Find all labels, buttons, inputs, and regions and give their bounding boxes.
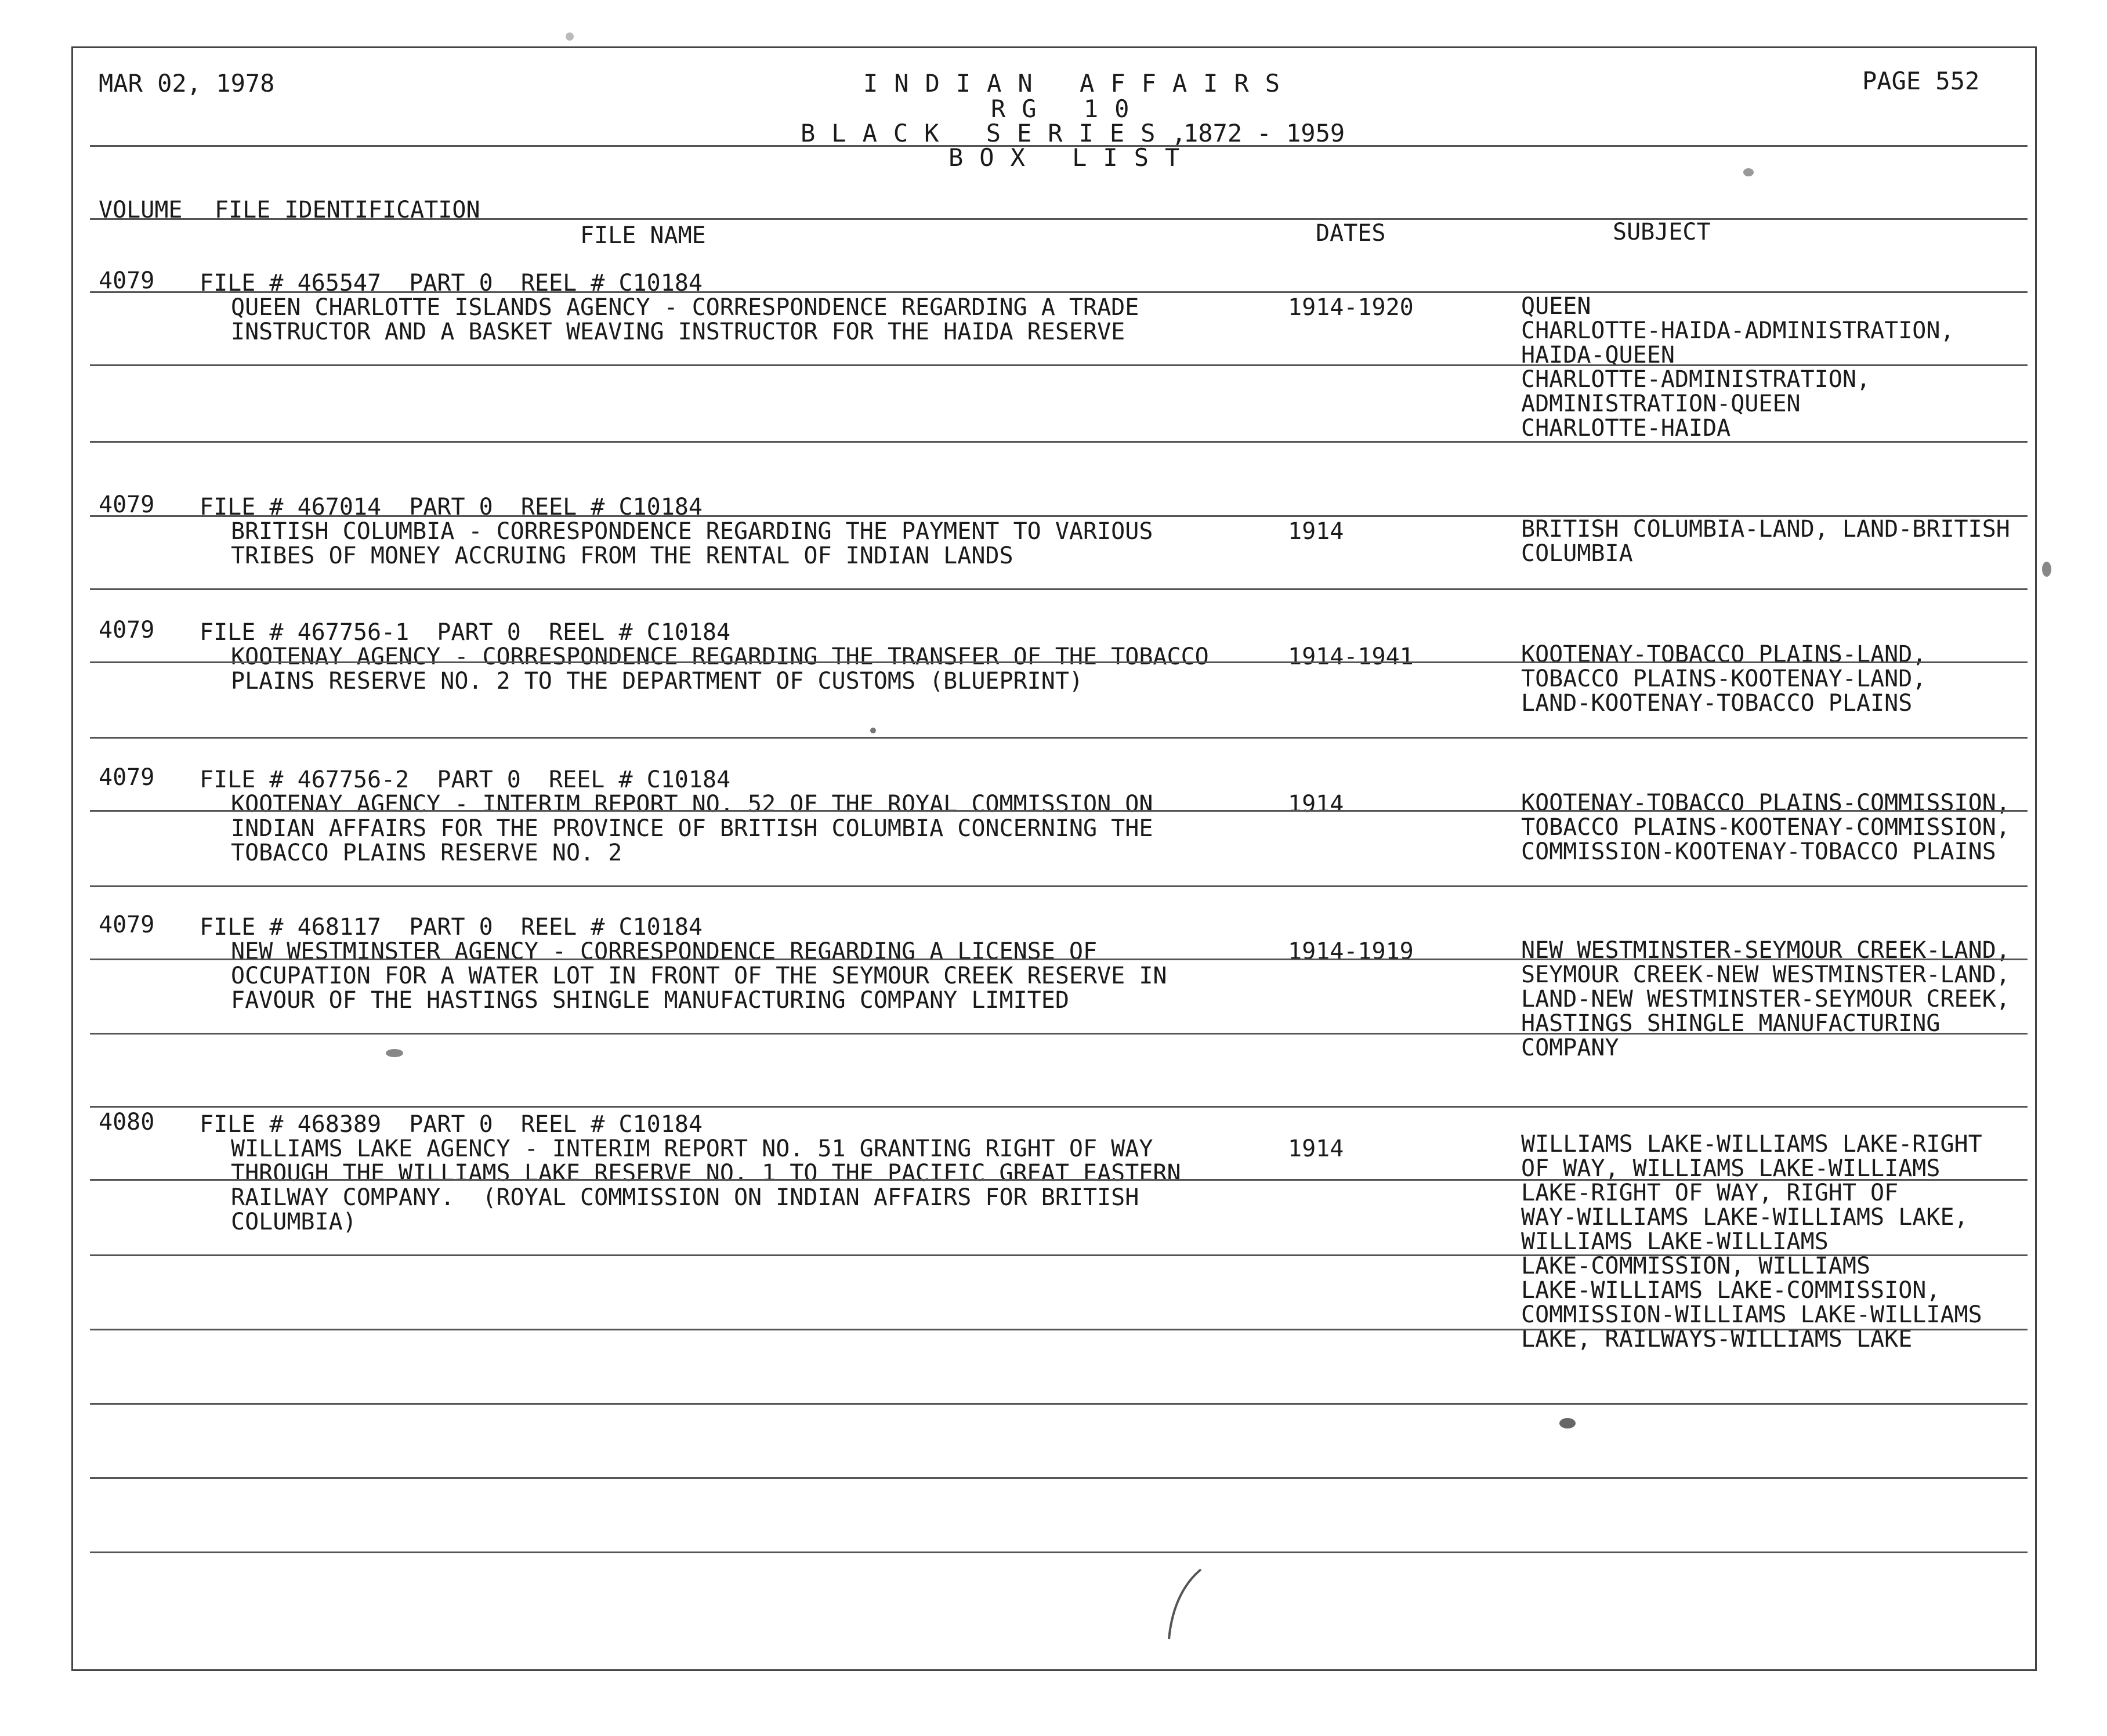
- entry-name-line: FAVOUR OF THE HASTINGS SHINGLE MANUFACTURING COMPANY LIMITED: [231, 987, 1069, 1014]
- row-rule: [90, 441, 2028, 443]
- entry-subject-line: LAND-NEW WESTMINSTER-SEYMOUR CREEK,: [1521, 986, 2010, 1012]
- entry-subject-line: WAY-WILLIAMS LAKE-WILLIAMS LAKE,: [1521, 1204, 1968, 1231]
- row-rule: [90, 885, 2028, 887]
- entry-file-line: FILE # 465547 PART 0 REEL # C10184: [200, 270, 703, 296]
- entry-subject-line: ADMINISTRATION-QUEEN: [1521, 390, 1801, 417]
- entry-subject-line: HASTINGS SHINGLE MANUFACTURING: [1521, 1010, 1941, 1037]
- entry-dates: 1914: [1288, 1135, 1344, 1162]
- entry-name-line: KOOTENAY AGENCY - INTERIM REPORT NO. 52 OF THE ROYAL COMMISSION ON: [231, 791, 1153, 818]
- entry-name-line: RAILWAY COMPANY. (ROYAL COMMISSION ON INDIAN AFFAIRS FOR BRITISH: [231, 1184, 1139, 1211]
- entry-subject-line: CHARLOTTE-HAIDA: [1521, 415, 1731, 442]
- pen-mark: [1160, 1567, 1207, 1642]
- entry-dates: 1914-1920: [1288, 294, 1414, 321]
- entry-volume: 4080: [99, 1109, 155, 1135]
- entry-dates: 1914-1941: [1288, 643, 1414, 670]
- record-group: RG 10: [991, 95, 1146, 123]
- entry-subject-line: WILLIAMS LAKE-WILLIAMS LAKE-RIGHT: [1521, 1131, 1982, 1158]
- entry-subject-line: COMMISSION-WILLIAMS LAKE-WILLIAMS: [1521, 1301, 1982, 1328]
- entry-name-line: INSTRUCTOR AND A BASKET WEAVING INSTRUCTOR FOR THE HAIDA RESERVE: [231, 319, 1125, 345]
- entry-name-line: QUEEN CHARLOTTE ISLANDS AGENCY - CORRESPONDENCE REGARDING A TRADE: [231, 294, 1139, 321]
- row-rule: [90, 1033, 2028, 1035]
- entry-subject-line: KOOTENAY-TOBACCO PLAINS-COMMISSION,: [1521, 790, 2010, 816]
- row-rule: [90, 515, 2028, 517]
- row-rule: [90, 291, 2028, 293]
- entry-subject-line: TOBACCO PLAINS-KOOTENAY-COMMISSION,: [1521, 814, 2010, 841]
- report-title: INDIAN AFFAIRS: [863, 69, 1297, 97]
- row-rule: [90, 364, 2028, 366]
- entry-file-line: FILE # 468389 PART 0 REEL # C10184: [200, 1111, 703, 1138]
- entry-subject-line: LAKE-RIGHT OF WAY, RIGHT OF: [1521, 1180, 1899, 1206]
- row-rule: [90, 959, 2028, 960]
- entry-subject-line: WILLIAMS LAKE-WILLIAMS: [1521, 1228, 1829, 1255]
- entry-volume: 4079: [99, 912, 155, 938]
- entry-subject-line: LAKE, RAILWAYS-WILLIAMS LAKE: [1521, 1326, 1913, 1352]
- entry-subject-line: BRITISH COLUMBIA-LAND, LAND-BRITISH: [1521, 516, 2010, 542]
- entry-subject-line: COMMISSION-KOOTENAY-TOBACCO PLAINS: [1521, 838, 1996, 865]
- entry-subject-line: CHARLOTTE-HAIDA-ADMINISTRATION,: [1521, 317, 1954, 344]
- row-rule: [90, 1179, 2028, 1181]
- column-subject: SUBJECT: [1613, 219, 1711, 245]
- scan-speck: [1743, 168, 1754, 176]
- entry-dates: 1914: [1288, 518, 1344, 545]
- entry-volume: 4079: [99, 617, 155, 643]
- entry-volume: 4079: [99, 267, 155, 294]
- entry-name-line: NEW WESTMINSTER AGENCY - CORRESPONDENCE REGARDING A LICENSE OF: [231, 938, 1098, 965]
- entry-subject-line: COLUMBIA: [1521, 540, 1633, 567]
- entry-file-line: FILE # 467756-2 PART 0 REEL # C10184: [200, 766, 731, 793]
- entry-subject-line: COMPANY: [1521, 1035, 1619, 1061]
- entry-name-line: OCCUPATION FOR A WATER LOT IN FRONT OF THE SEYMOUR CREEK RESERVE IN: [231, 963, 1167, 989]
- row-rule: [90, 1403, 2028, 1405]
- list-type: BOX LIST: [948, 143, 1196, 172]
- entry-subject-line: LAND-KOOTENAY-TOBACCO PLAINS: [1521, 690, 1913, 717]
- series-years: 1872 - 1959: [1183, 119, 1345, 147]
- row-rule: [90, 1551, 2028, 1553]
- column-dates: DATES: [1316, 220, 1386, 247]
- entry-file-line: FILE # 468117 PART 0 REEL # C10184: [200, 914, 703, 941]
- row-rule: [90, 1329, 2028, 1330]
- entry-name-line: TOBACCO PLAINS RESERVE NO. 2: [231, 840, 622, 866]
- entry-subject-line: NEW WESTMINSTER-SEYMOUR CREEK-LAND,: [1521, 937, 2010, 964]
- entry-name-line: TRIBES OF MONEY ACCRUING FROM THE RENTAL OF INDIAN LANDS: [231, 542, 1013, 569]
- header-rule: [90, 145, 2028, 147]
- entry-subject-line: LAKE-COMMISSION, WILLIAMS: [1521, 1253, 1871, 1279]
- entry-name-line: BRITISH COLUMBIA - CORRESPONDENCE REGARDING THE PAYMENT TO VARIOUS: [231, 518, 1153, 545]
- entry-name-line: INDIAN AFFAIRS FOR THE PROVINCE OF BRITISH COLUMBIA CONCERNING THE: [231, 815, 1153, 842]
- entry-subject-line: TOBACCO PLAINS-KOOTENAY-LAND,: [1521, 666, 1927, 692]
- entry-name-line: WILLIAMS LAKE AGENCY - INTERIM REPORT NO. 51 GRANTING RIGHT OF WAY: [231, 1135, 1153, 1162]
- row-rule: [90, 661, 2028, 663]
- entry-file-line: FILE # 467756-1 PART 0 REEL # C10184: [200, 619, 731, 646]
- row-rule: [90, 1106, 2028, 1108]
- row-rule: [90, 1254, 2028, 1256]
- entry-subject-line: HAIDA-QUEEN: [1521, 342, 1675, 368]
- entry-subject-line: SEYMOUR CREEK-NEW WESTMINSTER-LAND,: [1521, 961, 2010, 988]
- entry-name-line: THROUGH THE WILLIAMS LAKE RESERVE NO. 1 TO THE PACIFIC GREAT EASTERN: [231, 1160, 1181, 1187]
- entry-subject-line: QUEEN: [1521, 293, 1591, 320]
- entry-dates: 1914: [1288, 791, 1344, 818]
- column-file-name: FILE NAME: [580, 222, 706, 249]
- row-rule: [90, 810, 2028, 812]
- report-date: MAR 02, 1978: [99, 69, 275, 97]
- scan-speck: [566, 32, 574, 41]
- row-rule: [90, 737, 2028, 739]
- entry-subject-line: CHARLOTTE-ADMINISTRATION,: [1521, 366, 1871, 393]
- series-name: BLACK SERIES,: [801, 119, 1203, 147]
- column-volume: VOLUME: [99, 197, 183, 223]
- entry-file-line: FILE # 467014 PART 0 REEL # C10184: [200, 494, 703, 520]
- scan-speck: [1559, 1418, 1576, 1428]
- page-number: PAGE 552: [1862, 67, 1980, 95]
- entry-volume: 4079: [99, 491, 155, 518]
- scan-speck: [2042, 562, 2051, 577]
- entry-subject-line: KOOTENAY-TOBACCO PLAINS-LAND,: [1521, 641, 1927, 668]
- row-rule: [90, 588, 2028, 590]
- column-file-identification: FILE IDENTIFICATION: [215, 197, 480, 223]
- entry-subject-line: LAKE-WILLIAMS LAKE-COMMISSION,: [1521, 1277, 1941, 1304]
- entry-dates: 1914-1919: [1288, 938, 1414, 965]
- row-rule: [90, 1477, 2028, 1479]
- entry-name-line: COLUMBIA): [231, 1209, 357, 1235]
- entry-name-line: PLAINS RESERVE NO. 2 TO THE DEPARTMENT OF CUSTOMS (BLUEPRINT): [231, 668, 1084, 695]
- column-rule: [90, 218, 2028, 220]
- scan-speck: [386, 1049, 403, 1057]
- scan-speck: [870, 728, 876, 733]
- entry-name-line: KOOTENAY AGENCY - CORRESPONDENCE REGARDING THE TRANSFER OF THE TOBACCO: [231, 643, 1209, 670]
- entry-subject-line: OF WAY, WILLIAMS LAKE-WILLIAMS: [1521, 1155, 1941, 1182]
- entry-volume: 4079: [99, 764, 155, 791]
